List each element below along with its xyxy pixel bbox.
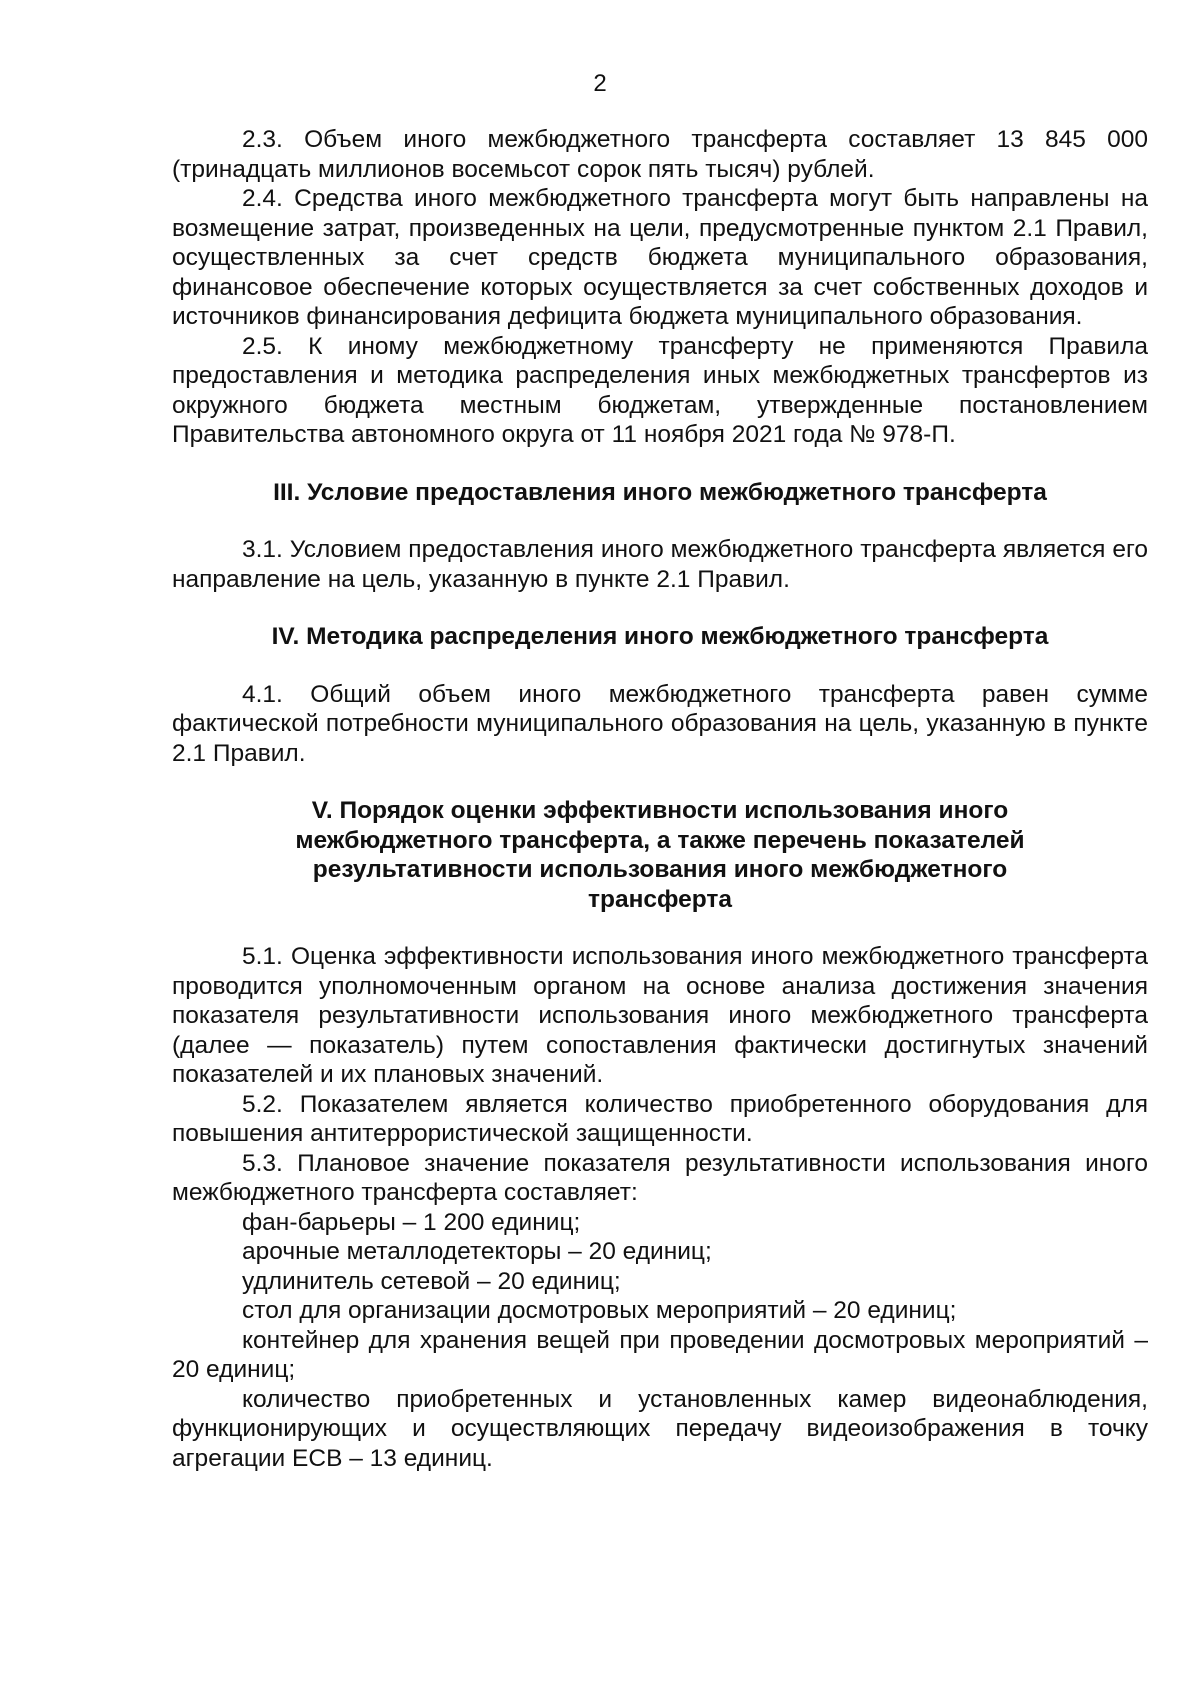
list-item: стол для организации досмотровых мероприятий – 20 единиц; [242, 1297, 957, 1324]
paragraph-5-3: 5.3. Плановое значение показателя результативности использования иного межбюджетного трансферта составляет: [172, 1149, 1148, 1206]
document-body [172, 125, 1148, 1473]
list-item: фан-барьеры – 1 200 единиц; [242, 1208, 581, 1236]
paragraph-5-2: 5.2. Показателем является количество приобретенного оборудования для повышения антитеррористической защищенности. [172, 1090, 1148, 1147]
list-item: контейнер для хранения вещей при проведении досмотровых мероприятий – 20 единиц; [172, 1326, 1148, 1383]
paragraph-2-5: 2.5. К иному межбюджетному трансферту не применяются Правила предоставления и методика распределения иных межбюджетных трансфертов из окружного бюджета местным бюджетам, утвержденные постановлением Правительства автономного округа от 11 ноября 2021 года № 978-П. [172, 332, 1148, 448]
list-item: удлинитель сетевой – 20 единиц; [242, 1267, 621, 1295]
section-5-heading: V. Порядок оценки эффективности использования иного межбюджетного трансферта, а также перечень показателей результативности использования иного межбюджетного трансферта [295, 797, 1025, 913]
paragraph-2-4: 2.4. Средства иного межбюджетного трансферта могут быть направлены на возмещение затрат, произведенных на цели, предусмотренные пунктом 2.1 Правил, осуществленных за счет средств бюджета муниципального образования, финансовое обеспечение которых осуществляется за счет собственных доходов и источников финансирования дефицита бюджета муниципального образования. [172, 185, 1148, 330]
section-4-heading: IV. Методика распределения иного межбюджетного трансферта [271, 623, 1049, 650]
section-3-heading: III. Условие предоставления иного межбюджетного трансферта [273, 478, 1047, 506]
paragraph-4-1: 4.1. Общий объем иного межбюджетного трансферта равен сумме фактической потребности муниципального образования на цель, указанную в пункте 2.1 Правил. [172, 680, 1148, 767]
list-item: арочные металлодетекторы – 20 единиц; [242, 1238, 712, 1265]
page-number: 2 [593, 70, 607, 97]
list-item: количество приобретенных и установленных камер видеонаблюдения, функционирующих и осуществляющих передачу видеоизображения в точку агрегации ЕСВ – 13 единиц. [172, 1385, 1148, 1472]
paragraph-2-3: 2.3. Объем иного межбюджетного трансферта составляет 13 845 000 (тринадцать миллионов восемьсот сорок пять тысяч) рублей. [172, 126, 1148, 183]
paragraph-3-1: 3.1. Условием предоставления иного межбюджетного трансферта является его направление на цель, указанную в пункте 2.1 Правил. [172, 536, 1148, 593]
paragraph-5-1: 5.1. Оценка эффективности использования иного межбюджетного трансферта проводится уполномоченным органом на основе анализа достижения значения показателя результативности использования иного межбюджетного трансферта (далее — показатель) путем сопоставления фактически достигнутых значений показателей и их плановых значений. [172, 943, 1148, 1088]
